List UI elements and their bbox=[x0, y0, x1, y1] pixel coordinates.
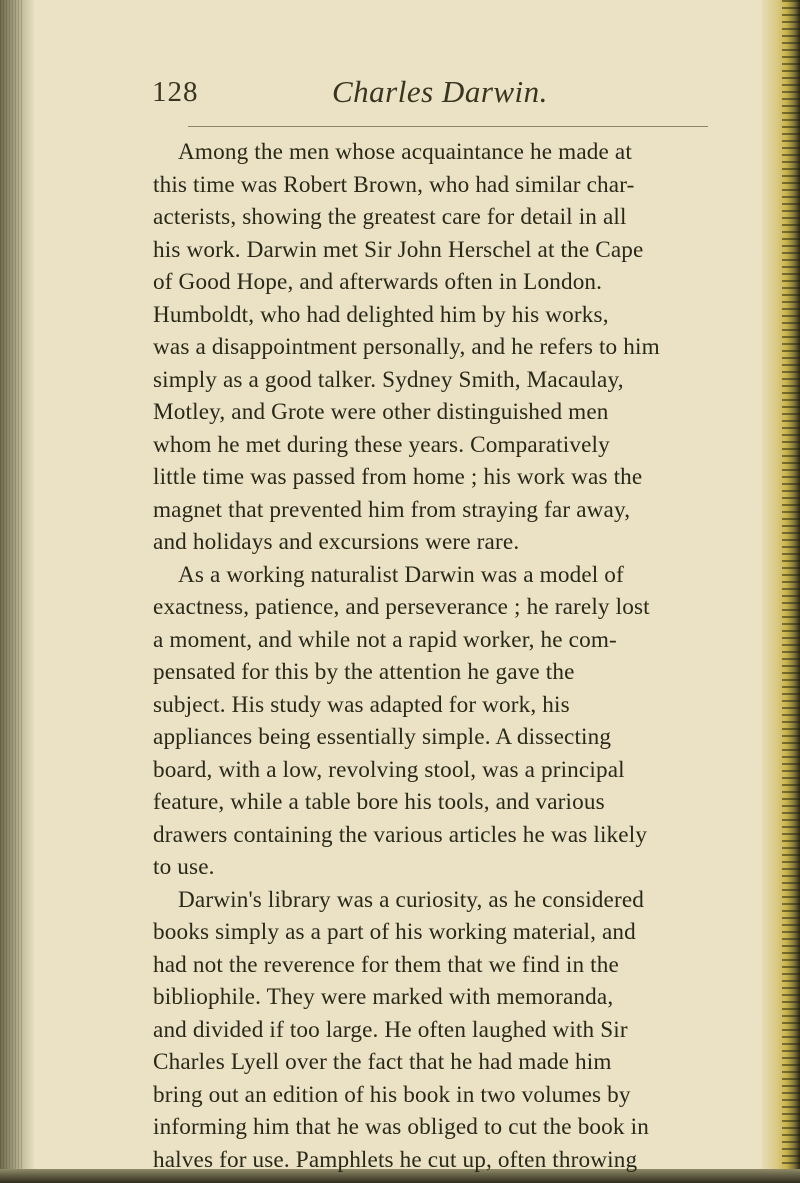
text-line: As a working naturalist Darwin was a model of bbox=[178, 561, 624, 588]
text-line: this time was Robert Brown, who had similar char- bbox=[153, 171, 635, 198]
text-line: little time was passed from home ; his work was the bbox=[153, 464, 643, 490]
text-line: bring out an edition of his book in two volumes by bbox=[153, 1081, 631, 1108]
text-line: whom he met during these years. Comparatively bbox=[153, 431, 610, 458]
text-line: Among the men whose acquaintance he made at bbox=[178, 139, 632, 165]
text-line: Darwin's library was a curiosity, as he considered bbox=[178, 886, 645, 913]
text-line: board, with a low, revolving stool, was a principal bbox=[153, 756, 625, 783]
text-line: halves for use. Pamphlets he cut up, often throwing bbox=[153, 1146, 638, 1173]
text-line: informing him that he was obliged to cut the book in bbox=[153, 1114, 649, 1140]
text-line: appliances being essentially simple. A dissecting bbox=[153, 724, 612, 750]
text-line: exactness, patience, and perseverance ; he rarely lost bbox=[153, 594, 650, 620]
page-header bbox=[152, 68, 712, 118]
text-line: had not the reverence for them that we find in the bbox=[153, 951, 619, 978]
body-text bbox=[153, 136, 713, 1176]
page-number: 128 bbox=[152, 76, 199, 108]
text-line: subject. His study was adapted for work, his bbox=[153, 691, 570, 718]
text-line: books simply as a part of his working material, and bbox=[153, 919, 636, 945]
page-edge-texture bbox=[782, 0, 800, 1183]
text-line: bibliophile. They were marked with memoranda, bbox=[153, 984, 614, 1010]
text-line: to use. bbox=[153, 854, 215, 880]
text-line: magnet that prevented him from straying far away, bbox=[153, 496, 631, 523]
text-line: acterists, showing the greatest care for detail in all bbox=[153, 204, 627, 230]
text-line: Charles Lyell over the fact that he had made him bbox=[153, 1049, 612, 1075]
text-line: feature, while a table bore his tools, and various bbox=[153, 789, 605, 815]
text-line: pensated for this by the attention he gave the bbox=[153, 659, 575, 685]
text-line: his work. Darwin met Sir John Herschel at the Cape bbox=[153, 236, 644, 263]
text-line: a moment, and while not a rapid worker, he com- bbox=[153, 626, 617, 653]
text-line: Motley, and Grote were other distinguished men bbox=[153, 399, 609, 425]
header-rule bbox=[188, 126, 708, 127]
text-line: simply as a good talker. Sydney Smith, Macaulay, bbox=[153, 366, 624, 393]
text-line: and holidays and excursions were rare. bbox=[153, 529, 520, 555]
text-line: drawers containing the various articles he was likely bbox=[153, 821, 648, 848]
text-line: of Good Hope, and afterwards often in London. bbox=[153, 269, 603, 295]
running-title: Charles Darwin. bbox=[332, 74, 548, 109]
text-line: was a disappointment personally, and he refers to him bbox=[153, 334, 660, 360]
text-line: Humboldt, who had delighted him by his works, bbox=[153, 301, 609, 328]
book-gutter-texture bbox=[0, 0, 22, 1183]
text-line: and divided if too large. He often laughed with Sir bbox=[153, 1016, 628, 1043]
